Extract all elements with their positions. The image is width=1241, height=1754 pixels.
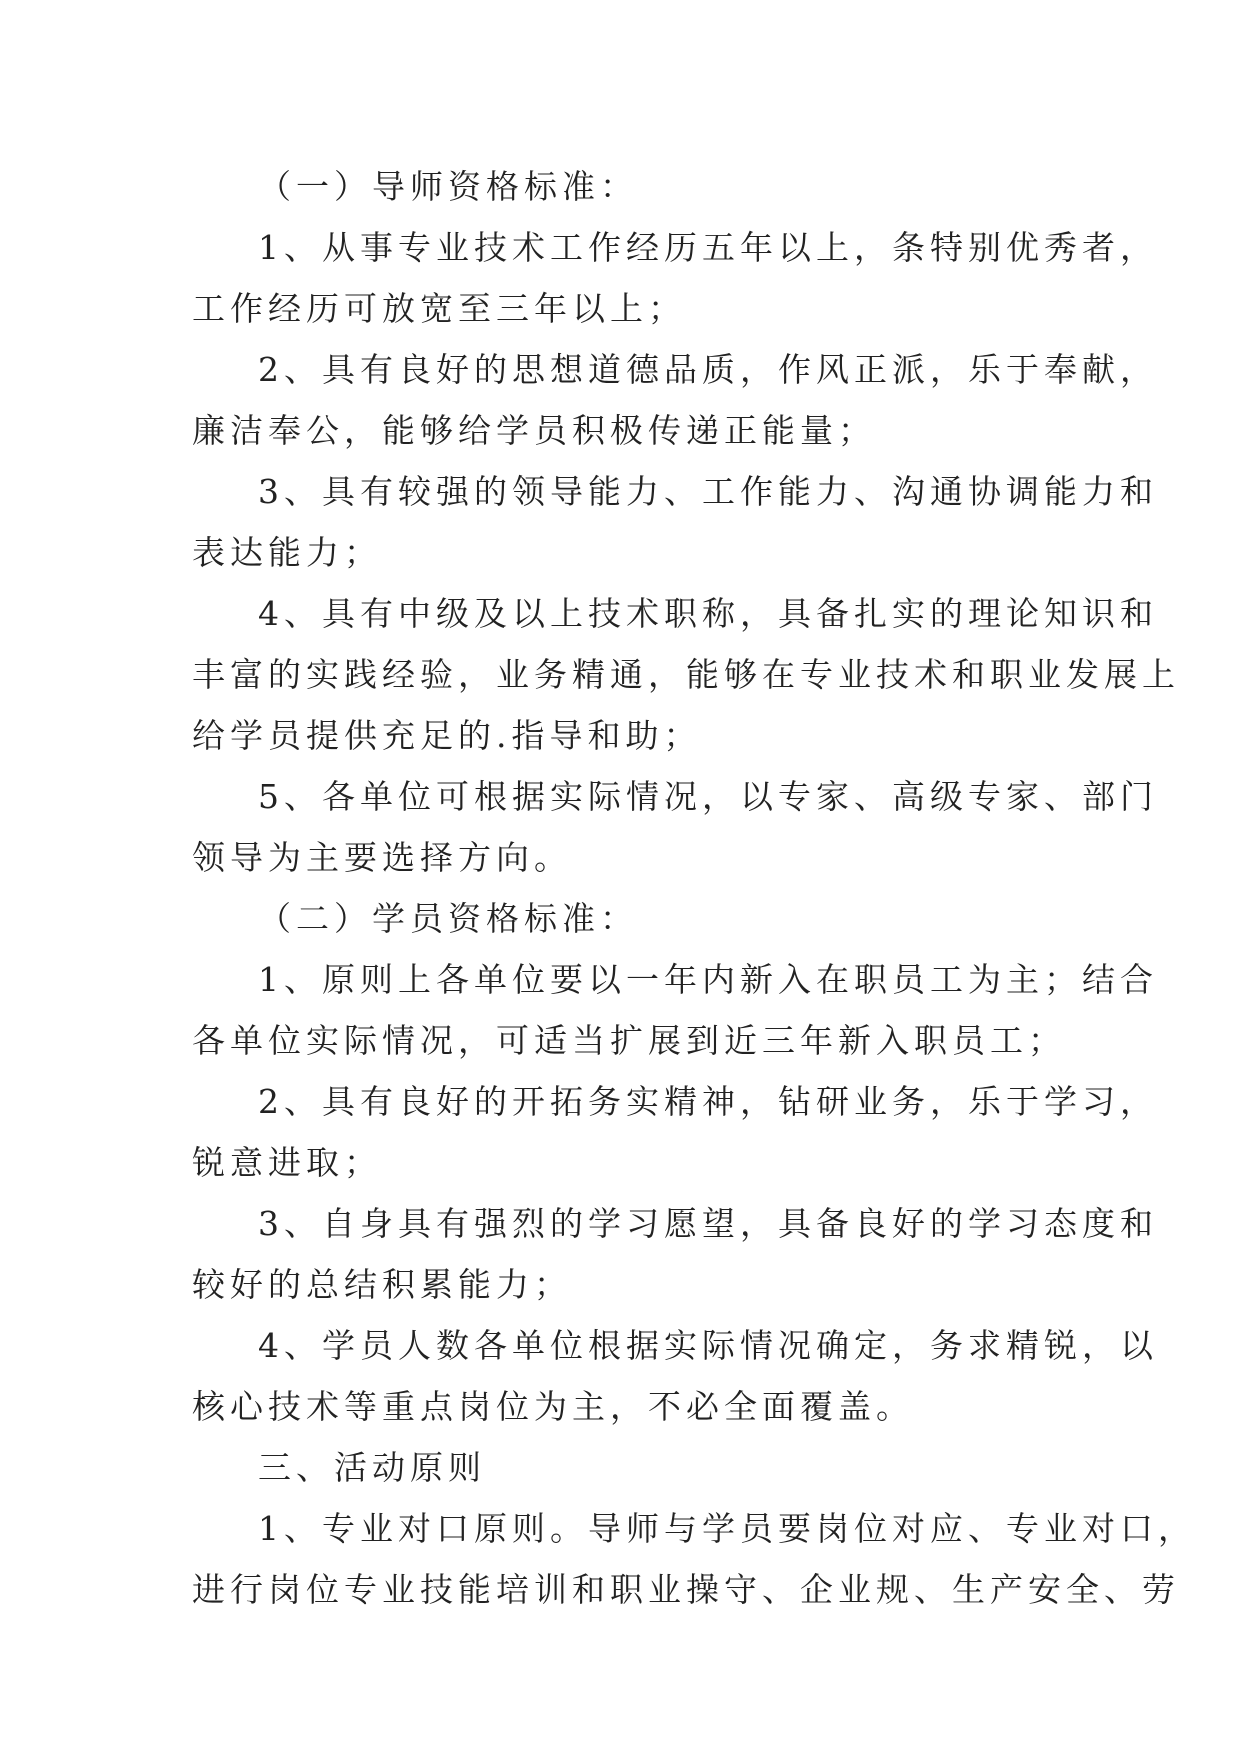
paragraph-line: 5、各单位可根据实际情况，以专家、高级专家、部门 [258,777,1158,816]
paragraph-line: 丰富的实践经验，业务精通，能够在专业技术和职业发展上 [192,655,1180,694]
paragraph-line: 廉洁奉公，能够给学员积极传递正能量； [192,411,876,450]
paragraph-line: 2、具有良好的开拓务实精神，钻研业务，乐于学习， [258,1082,1158,1121]
paragraph-line: 4、学员人数各单位根据实际情况确定，务求精锐，以 [258,1326,1158,1365]
paragraph-line: 工作经历可放宽至三年以上； [192,289,686,328]
paragraph-line: 3、自身具有强烈的学习愿望，具备良好的学习态度和 [258,1204,1158,1243]
paragraph-line: 2、具有良好的思想道德品质，作风正派，乐于奉献， [258,350,1158,389]
paragraph-line: 较好的总结积累能力； [192,1265,572,1304]
paragraph-line: 进行岗位专业技能培训和职业操守、企业规、生产安全、劳 [192,1570,1180,1609]
paragraph-line: 锐意进取； [192,1143,382,1182]
paragraph-line: 1、原则上各单位要以一年内新入在职员工为主；结合 [258,960,1158,999]
paragraph-line: 领导为主要选择方向。 [192,838,572,877]
paragraph-line: 1、专业对口原则。导师与学员要岗位对应、专业对口， [258,1509,1196,1548]
paragraph-line: 表达能力； [192,533,382,572]
section-heading: 三、活动原则 [258,1448,486,1487]
document-body [192,156,1196,1620]
paragraph-line: 给学员提供充足的.指导和助； [192,716,702,755]
paragraph-line: 3、具有较强的领导能力、工作能力、沟通协调能力和 [258,472,1158,511]
section-heading: （二）学员资格标准： [258,899,638,938]
paragraph-line: 各单位实际情况，可适当扩展到近三年新入职员工； [192,1021,1066,1060]
paragraph-line: 核心技术等重点岗位为主，不必全面覆盖。 [192,1387,914,1426]
paragraph-line: 4、具有中级及以上技术职称，具备扎实的理论知识和 [258,594,1158,633]
paragraph-line: 1、从事专业技术工作经历五年以上，条特别优秀者， [258,228,1158,267]
section-heading: （一）导师资格标准： [258,167,638,206]
